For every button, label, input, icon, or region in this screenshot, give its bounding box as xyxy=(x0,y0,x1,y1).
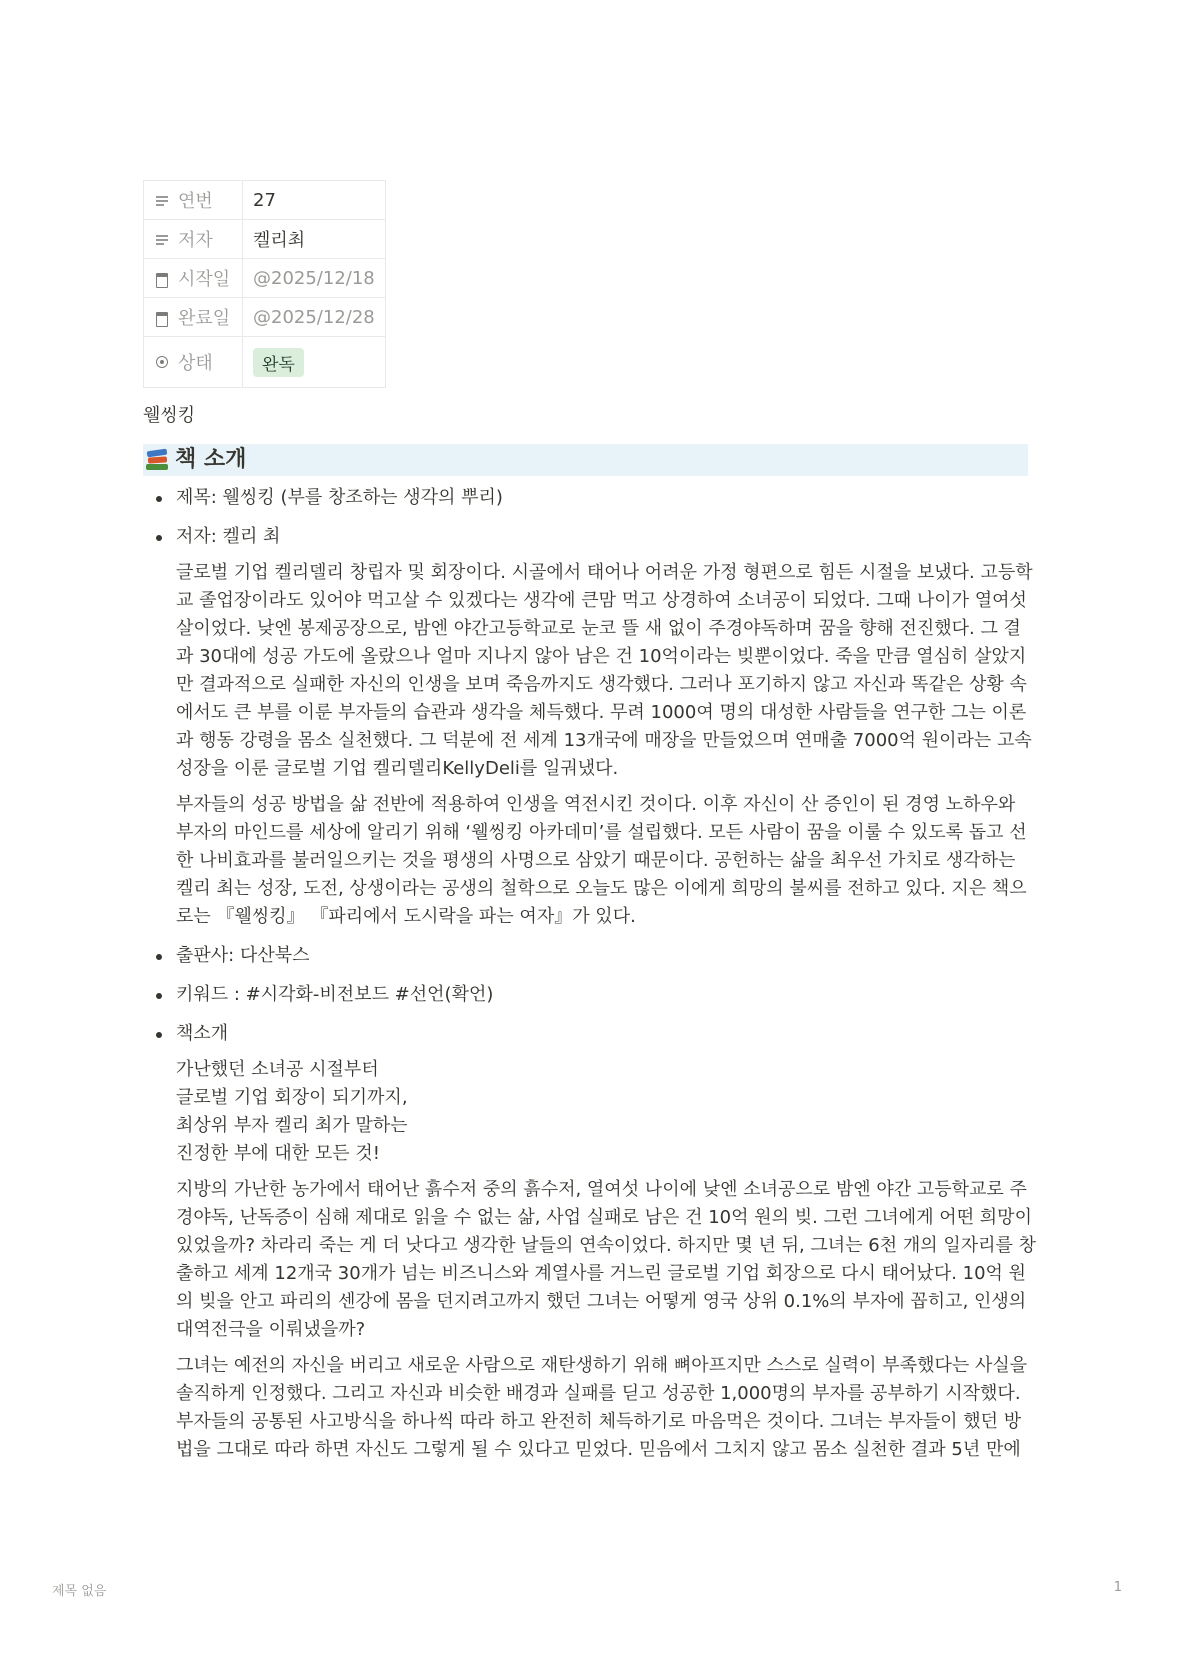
paragraph: 지방의 가난한 농가에서 태어난 흙수저 중의 흙수저, 열여섯 나이에 낮엔 소녀공으로 밤엔 야간 고등학교로 주경야독, 난독증이 심해 제대로 읽을 수 없는 삶, 사업 실패로 남은 건 10억 원의 빚. 그런 그녀에게 어떤 희망이 있었을까? 차라리 죽는 게 더 낫다고 생각한 날들의 연속이었다. 하지만 몇 년 뒤, 그녀는 6천 개의 일자리를 창출하고 세계 12개국 30개가 넘는 비즈니스와 계열사를 거느린 글로벌 기업 회장으로 다시 태어났다. 10억 원의 빚을 안고 파리의 센강에 몸을 던지려고까지 했던 그녀는 어떻게 영국 상위 0.1%의 부자에 꼽히고, 인생의 대역전극을 이뤄냈을까? xyxy=(176,1179,1037,1340)
intro-line: 진정한 부에 대한 모든 것! xyxy=(176,1143,380,1164)
status-icon xyxy=(154,354,170,370)
property-key: 저자 xyxy=(178,230,213,251)
calendar-icon xyxy=(154,270,170,286)
section-heading-text: 책 소개 xyxy=(175,447,247,472)
intro-lines xyxy=(176,1056,1038,1168)
list-item xyxy=(158,981,1038,1009)
section-heading xyxy=(143,444,1028,476)
text-lines-icon xyxy=(154,231,170,247)
footer-title: 제목 없음 xyxy=(52,1584,107,1599)
paragraph: 그녀는 예전의 자신을 버리고 새로운 사람으로 재탄생하기 위해 뼈아프지만 스스로 실력이 부족했다는 사실을 솔직하게 인정했다. 그리고 자신과 비슷한 배경과 실패를 딛고 성공한 1,000명의 부자를 공부하기 시작했다. 부자들의 공통된 사고방식을 하나씩 따라 하고 완전히 체득하기로 마음먹은 것이다. 그녀는 부자들이 했던 방법을 그대로 따라 하면 자신도 그렇게 될 수 있다고 믿었다. 믿음에서 그치지 않고 몸소 실천한 결과 5년 만에 xyxy=(176,1355,1028,1460)
calendar-icon xyxy=(154,309,170,325)
intro-line: 최상위 부자 켈리 최가 말하는 xyxy=(176,1115,408,1136)
property-key: 완료일 xyxy=(178,308,231,329)
property-row xyxy=(144,337,386,388)
book-title-text: 웰씽킹 xyxy=(143,405,196,426)
list-item xyxy=(158,484,1038,512)
property-row xyxy=(144,220,386,259)
property-key: 연번 xyxy=(178,191,213,212)
intro-line: 가난했던 소녀공 시절부터 xyxy=(176,1059,379,1080)
author-bio xyxy=(158,559,1038,931)
properties-table xyxy=(143,180,386,388)
books-icon xyxy=(145,449,169,471)
property-key: 상태 xyxy=(178,353,213,374)
list-item xyxy=(158,942,1038,970)
property-key: 시작일 xyxy=(178,269,231,290)
property-row xyxy=(144,298,386,337)
start-date-value[interactable]: @2025/12/18 xyxy=(243,259,386,298)
list-item xyxy=(158,523,1038,931)
property-row xyxy=(144,181,386,220)
intro-body xyxy=(158,1056,1038,1464)
intro-line: 글로벌 기업 회장이 되기까지, xyxy=(176,1087,408,1108)
property-value[interactable]: 켈리최 xyxy=(243,220,386,259)
status-badge[interactable]: 완독 xyxy=(253,348,304,377)
publisher-line: 출판사: 다산북스 xyxy=(176,945,310,966)
book-intro-content xyxy=(158,484,1038,1475)
paragraph: 글로벌 기업 켈리델리 창립자 및 회장이다. 시골에서 태어나 어려운 가정 형편으로 힘든 시절을 보냈다. 고등학교 졸업장이라도 있어야 먹고살 수 있겠다는 생각에 큰맘 먹고 상경하여 소녀공이 되었다. 그때 나이가 열여섯 살이었다. 낮엔 봉제공장으로, 밤엔 야간고등학교로 눈코 뜰 새 없이 주경야독하며 꿈을 향해 전진했다. 그 결과 30대에 성공 가도에 올랐으나 얼마 지나지 않아 남은 건 10억이라는 빚뿐이었다. 죽을 만큼 열심히 살았지만 결과적으로 실패한 자신의 인생을 보며 죽음까지도 생각했다. 그러나 포기하지 않고 자신과 똑같은 상황 속에서도 큰 부를 이룬 부자들의 습관과 생각을 체득했다. 무려 1000여 명의 대성한 사람들을 연구한 그는 이론과 행동 강령을 몸소 실천했다. 그 덕분에 전 세계 13개국에 매장을 만들었으며 연매출 7000억 원이라는 고속 성장을 이룬 글로벌 기업 켈리델리KellyDeli를 일궈냈다. xyxy=(176,562,1033,779)
author-line: 저자: 켈리 최 xyxy=(176,526,281,547)
intro-label: 책소개 xyxy=(176,1023,229,1044)
paragraph: 부자들의 성공 방법을 삶 전반에 적용하여 인생을 역전시킨 것이다. 이후 자신이 산 증인이 된 경영 노하우와 부자의 마인드를 세상에 알리기 위해 ‘웰씽킹 아카데미’를 설립했다. 모든 사람이 꿈을 이룰 수 있도록 돕고 선한 나비효과를 불러일으키는 것을 평생의 사명으로 삼았기 때문이다. 공헌하는 삶을 최우선 가치로 생각하는 켈리 최는 성장, 도전, 상생이라는 공생의 철학으로 오늘도 많은 이에게 희망의 불씨를 전하고 있다. 지은 책으로는 『웰씽킹』 『파리에서 도시락을 파는 여자』가 있다. xyxy=(176,794,1027,927)
text-lines-icon xyxy=(154,192,170,208)
bullet-list xyxy=(158,484,1038,1464)
end-date-value[interactable]: @2025/12/28 xyxy=(243,298,386,337)
property-row xyxy=(144,259,386,298)
list-item xyxy=(158,1020,1038,1464)
property-value[interactable]: 27 xyxy=(243,181,386,220)
keywords-line: 키워드 : #시각화-비전보드 #선언(확언) xyxy=(176,984,494,1005)
title-line: 제목: 웰씽킹 (부를 창조하는 생각의 뿌리) xyxy=(176,487,503,508)
page-number: 1 xyxy=(1113,1580,1122,1595)
